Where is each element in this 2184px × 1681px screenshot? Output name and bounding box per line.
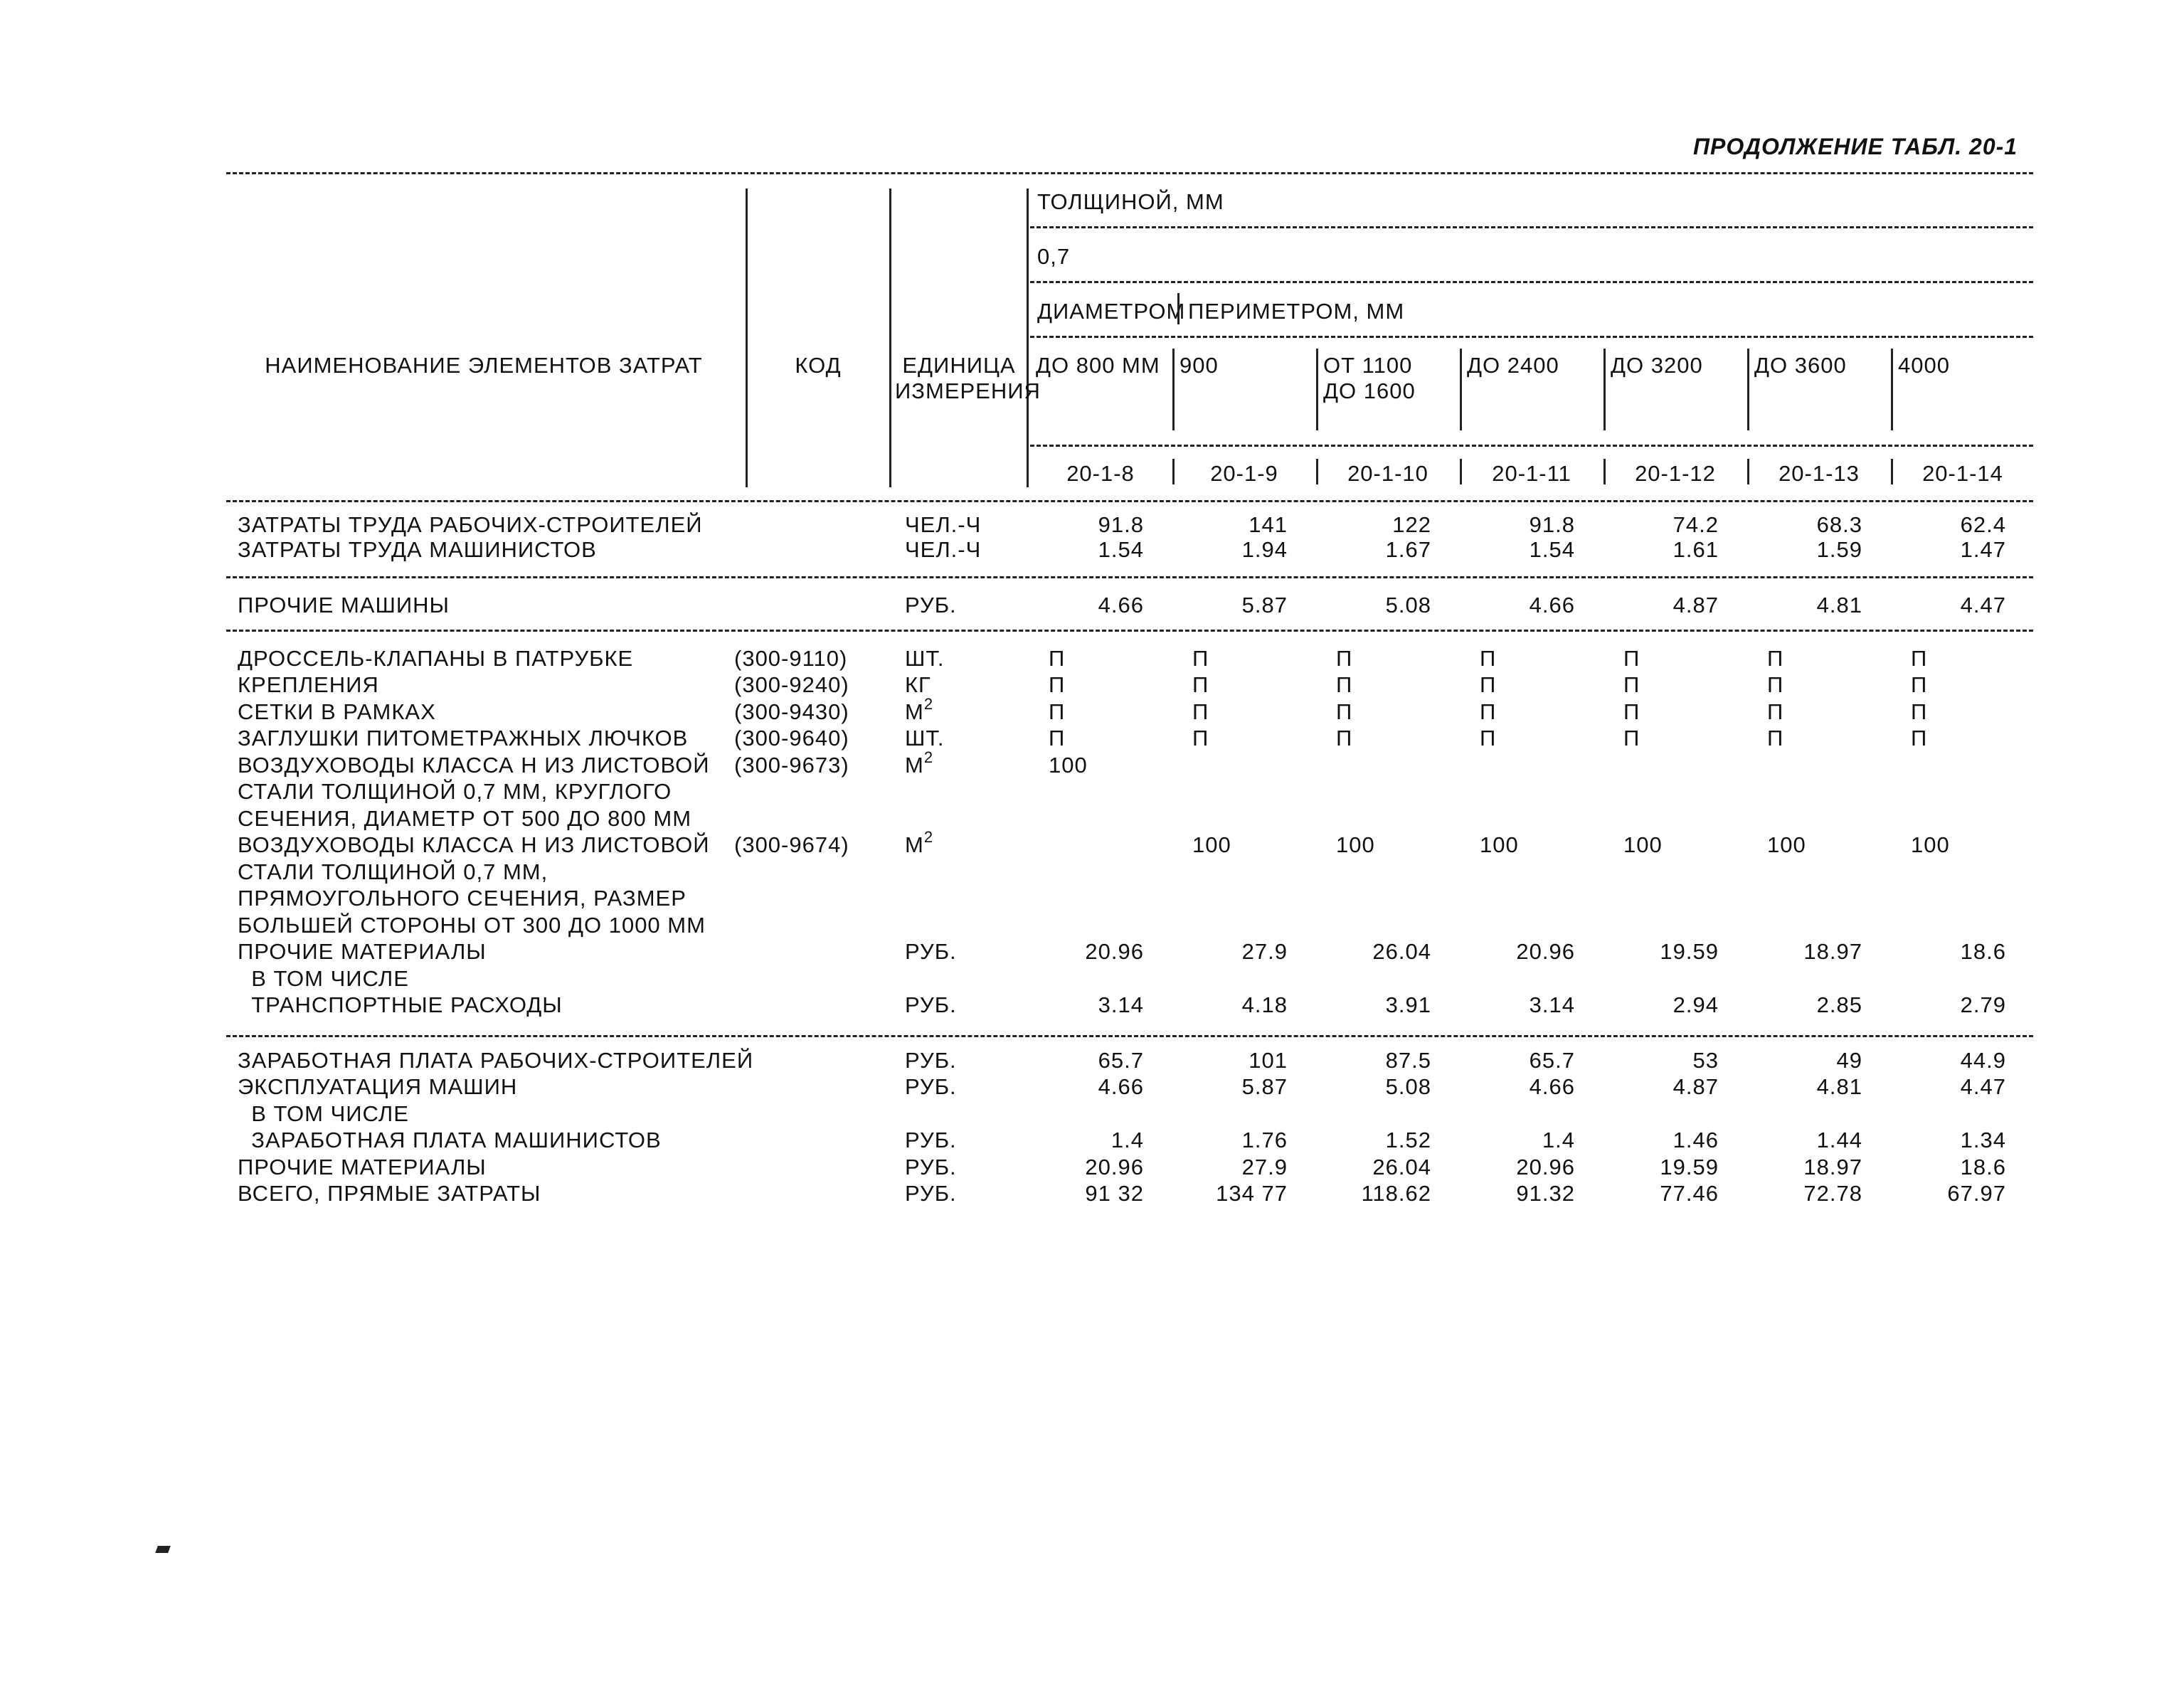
row-unit: РУБ. [905,1128,957,1152]
row-value: 4.47 [1960,1074,2006,1099]
row-value: 18.6 [1960,1155,2006,1179]
unit-superscript: 2 [923,828,934,846]
row-value: 122 [1392,512,1431,537]
header-size-label: ДО 800 ММ [1036,353,1160,378]
unit-superscript: 2 [923,695,934,713]
header-divider [1603,349,1606,430]
row-unit: $М^2$ [905,748,934,778]
row-value: 18.6 [1960,939,2006,964]
header-code-label: 20-1-10 [1347,461,1428,486]
row-value: 118.62 [1361,1181,1431,1206]
row-value: П [1480,646,1497,671]
row-value: 1.44 [1816,1128,1862,1152]
row-value: 1.4 [1542,1128,1575,1152]
header-size-label: 4000 [1898,353,1950,378]
row-value: 18.97 [1803,1155,1862,1179]
row-value: П [1767,646,1784,671]
row-value: 44.9 [1960,1048,2006,1073]
row-value: П [1767,726,1784,751]
row-value: 100 [1911,832,1950,857]
header-thickness: ТОЛЩИНОЙ, ММ [1037,189,1224,214]
header-code-label: 20-1-13 [1779,461,1860,486]
header-code-label: 20-1-9 [1210,461,1278,486]
row-value: 49 [1836,1048,1862,1073]
row-unit: ШТ. [905,726,945,751]
row-value: 91.8 [1529,512,1575,537]
row-code: (300-9640) [734,726,849,751]
row-value: 20.96 [1085,1155,1144,1179]
row-value: 53 [1692,1048,1719,1073]
row-name: ЗАТРАТЫ ТРУДА МАШИНИСТОВ [238,537,597,562]
row-unit: РУБ. [905,593,957,617]
header-code-label: 20-1-8 [1066,461,1135,486]
row-value: 1.52 [1385,1128,1431,1152]
row-value: 1.54 [1098,537,1144,562]
header-divider [1603,459,1606,484]
row-value: 26.04 [1372,1155,1431,1179]
row-name: КРЕПЛЕНИЯ [238,672,379,697]
row-value: 3.14 [1529,992,1575,1017]
row-value: 5.08 [1385,1074,1431,1099]
row-value: 2.94 [1673,992,1719,1017]
row-name: ЗАРАБОТНАЯ ПЛАТА РАБОЧИХ-СТРОИТЕЛЕЙ [238,1048,754,1073]
row-value: 4.66 [1098,1074,1144,1099]
row-value: 2.85 [1816,992,1862,1017]
row-name: ПРЯМОУГОЛЬНОГО СЕЧЕНИЯ, РАЗМЕР [238,886,687,911]
row-value: 26.04 [1372,939,1431,964]
row-value: 5.87 [1241,1074,1288,1099]
row-value: П [1192,699,1209,724]
unit-superscript: 2 [923,748,934,766]
row-value: 74.2 [1673,512,1719,537]
row-value: 91 32 [1085,1181,1144,1206]
row-value: 67.97 [1947,1181,2006,1206]
row-unit: РУБ. [905,992,957,1017]
row-value: 4.47 [1960,593,2006,617]
header-unit-col-1: ЕДИНИЦА [902,353,1016,378]
row-value: 91.32 [1516,1181,1575,1206]
row-name: СЕЧЕНИЯ, ДИАМЕТР ОТ 500 ДО 800 ММ [238,806,692,831]
row-value: П [1623,726,1640,751]
row-value: П [1623,672,1640,697]
row-value: 19.59 [1660,1155,1719,1179]
header-name-col: НАИМЕНОВАНИЕ ЭЛЕМЕНТОВ ЗАТРАТ [265,353,703,378]
row-value: 3.14 [1098,992,1144,1017]
section-rule [226,576,2033,578]
row-value: 101 [1249,1048,1288,1073]
row-value: 100 [1336,832,1375,857]
row-name: ЗАРАБОТНАЯ ПЛАТА МАШИНИСТОВ [238,1128,662,1152]
row-value: 77.46 [1660,1181,1719,1206]
header-divider [1172,459,1175,484]
row-value: 2.79 [1960,992,2006,1017]
header-code-col: КОД [795,353,842,378]
header-bottom-rule [226,500,2033,502]
row-value: П [1049,726,1066,751]
row-name: В ТОМ ЧИСЛЕ [238,1101,409,1126]
header-divider [1460,349,1462,430]
row-value: П [1049,699,1066,724]
row-value: П [1192,726,1209,751]
row-value: П [1623,699,1640,724]
header-size-label: ДО 2400 [1467,353,1559,378]
row-value: 27.9 [1241,939,1288,964]
row-code: (300-9430) [734,699,849,724]
row-unit: РУБ. [905,1155,957,1179]
row-value: 4.66 [1529,1074,1575,1099]
row-value: П [1049,646,1066,671]
header-perimeter: ПЕРИМЕТРОМ, ММ [1188,299,1405,324]
header-diameter: ДИАМЕТРОМ [1037,299,1186,324]
row-value: 141 [1249,512,1288,537]
header-rule [1030,445,2033,447]
header-size-label: ДО 3600 [1754,353,1847,378]
row-value: 20.96 [1516,939,1575,964]
row-value: 4.81 [1816,593,1862,617]
header-rule [1030,226,2033,228]
row-value: 65.7 [1098,1048,1144,1073]
header-divider [1177,293,1180,324]
row-value: 19.59 [1660,939,1719,964]
row-value: 100 [1767,832,1806,857]
row-value: П [1336,672,1353,697]
row-name: ВОЗДУХОВОДЫ КЛАССА Н ИЗ ЛИСТОВОЙ [238,753,710,778]
row-value: П [1480,699,1497,724]
row-value: 1.94 [1241,537,1288,562]
row-unit: РУБ. [905,1181,957,1206]
row-value: 4.18 [1241,992,1288,1017]
row-value: 87.5 [1385,1048,1431,1073]
row-name: БОЛЬШЕЙ СТОРОНЫ ОТ 300 ДО 1000 ММ [238,913,706,938]
section-rule [226,630,2033,632]
row-unit: КГ [905,672,931,697]
header-divider [746,189,748,487]
header-divider [1027,189,1029,487]
row-value: П [1623,646,1640,671]
header-divider [1316,349,1318,430]
row-name: ЗАГЛУШКИ ПИТОМЕТРАЖНЫХ ЛЮЧКОВ [238,726,689,751]
row-value: 100 [1480,832,1519,857]
row-value: 27.9 [1241,1155,1288,1179]
row-value: П [1480,726,1497,751]
row-name: ПРОЧИЕ МАТЕРИАЛЫ [238,1155,487,1179]
row-name: СТАЛИ ТОЛЩИНОЙ 0,7 ММ, КРУГЛОГО [238,779,672,804]
row-value: 100 [1192,832,1231,857]
header-size-label: ОТ 1100 [1323,353,1413,378]
header-size-label: ДО 3200 [1611,353,1703,378]
header-divider [1891,459,1893,484]
row-value: П [1767,672,1784,697]
header-code-label: 20-1-12 [1635,461,1716,486]
row-unit: РУБ. [905,1074,957,1099]
row-name: ЭКСПЛУАТАЦИЯ МАШИН [238,1074,518,1099]
row-value: 1.34 [1960,1128,2006,1152]
header-code-label: 20-1-14 [1922,461,2003,486]
header-divider [1172,349,1175,430]
row-value: 5.08 [1385,593,1431,617]
header-rule [1030,281,2033,283]
row-value: 20.96 [1085,939,1144,964]
row-name: СТАЛИ ТОЛЩИНОЙ 0,7 ММ, [238,859,548,884]
row-value: П [1911,726,1928,751]
row-value: 1.47 [1960,537,2006,562]
row-unit: РУБ. [905,1048,957,1073]
row-value: П [1911,672,1928,697]
row-value: 4.87 [1673,593,1719,617]
row-name: ТРАНСПОРТНЫЕ РАСХОДЫ [238,992,563,1017]
table-caption: ПРОДОЛЖЕНИЕ ТАБЛ. 20-1 [1693,134,2018,159]
row-name: ПРОЧИЕ МАШИНЫ [238,593,450,617]
row-name: ВОЗДУХОВОДЫ КЛАССА Н ИЗ ЛИСТОВОЙ [238,832,710,857]
header-divider [1891,349,1893,430]
row-value: 1.54 [1529,537,1575,562]
header-divider [1460,459,1462,484]
row-value: 72.78 [1803,1181,1862,1206]
row-name: ЗАТРАТЫ ТРУДА РАБОЧИХ-СТРОИТЕЛЕЙ [238,512,703,537]
row-value: 18.97 [1803,939,1862,964]
row-value: П [1911,646,1928,671]
row-value: 4.81 [1816,1074,1862,1099]
row-value: 4.87 [1673,1074,1719,1099]
row-value: 68.3 [1816,512,1862,537]
row-value: 62.4 [1960,512,2006,537]
header-divider [1316,459,1318,484]
row-unit: ЧЕЛ.-Ч [905,537,982,562]
row-value: 1.76 [1241,1128,1288,1152]
header-rule [1030,336,2033,338]
row-name: ВСЕГО, ПРЯМЫЕ ЗАТРАТЫ [238,1181,541,1206]
row-value: 100 [1623,832,1663,857]
header-unit-col-2: ИЗМЕРЕНИЯ [895,378,1041,403]
row-value: 4.66 [1098,593,1144,617]
row-name: ДРОССЕЛЬ-КЛАПАНЫ В ПАТРУБКЕ [238,646,634,671]
row-value: 5.87 [1241,593,1288,617]
row-value: 1.59 [1816,537,1862,562]
row-value: П [1480,672,1497,697]
table-top-rule [226,172,2033,174]
row-value: 100 [1049,753,1088,778]
row-value: 91.8 [1098,512,1144,537]
row-unit: ШТ. [905,646,945,671]
row-value: П [1911,699,1928,724]
row-code: (300-9240) [734,672,849,697]
row-value: 3.91 [1385,992,1431,1017]
row-code: (300-9110) [734,646,848,671]
header-divider [889,189,891,487]
row-value: 1.46 [1673,1128,1719,1152]
row-value: 1.4 [1110,1128,1144,1152]
row-value: П [1336,646,1353,671]
row-code: (300-9674) [734,832,849,857]
row-value: 1.67 [1385,537,1431,562]
header-divider [1747,459,1749,484]
row-value: 65.7 [1529,1048,1575,1073]
row-unit: РУБ. [905,939,957,964]
row-value: П [1767,699,1784,724]
header-size-label: 900 [1180,353,1219,378]
row-value: П [1336,726,1353,751]
page-mark [155,1546,171,1553]
row-value: П [1049,672,1066,697]
row-value: 4.66 [1529,593,1575,617]
row-value: П [1336,699,1353,724]
row-name: В ТОМ ЧИСЛЕ [238,966,409,991]
header-divider [1747,349,1749,430]
row-value: 134 77 [1216,1181,1288,1206]
section-rule [226,1035,2033,1037]
row-unit: $М^2$ [905,695,934,724]
row-value: 1.61 [1673,537,1719,562]
row-value: П [1192,672,1209,697]
row-code: (300-9673) [734,753,849,778]
row-value: 20.96 [1516,1155,1575,1179]
row-value: П [1192,646,1209,671]
header-thickness-value: 0,7 [1037,244,1071,269]
row-name: СЕТКИ В РАМКАХ [238,699,436,724]
header-code-label: 20-1-11 [1492,461,1571,486]
row-name: ПРОЧИЕ МАТЕРИАЛЫ [238,939,487,964]
header-size-label: ДО 1600 [1323,378,1416,403]
row-unit: $М^2$ [905,828,934,857]
row-unit: ЧЕЛ.-Ч [905,512,982,537]
